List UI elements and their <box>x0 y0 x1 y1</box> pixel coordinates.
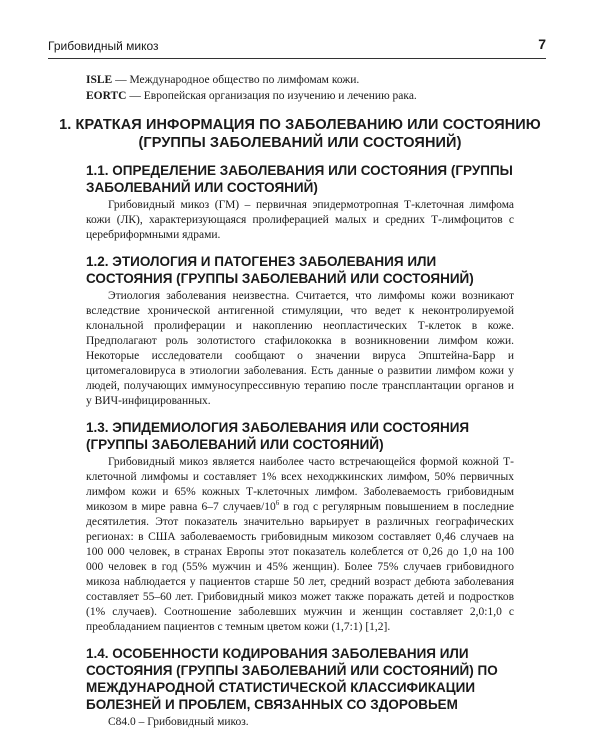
section-heading-1-1: 1.1. ОПРЕДЕЛЕНИЕ ЗАБОЛЕВАНИЯ ИЛИ СОСТОЯНИЯ (ГРУППЫ ЗАБОЛЕВАНИЙ ИЛИ СОСТОЯНИЙ) <box>86 163 513 195</box>
running-title: Грибовидный микоз <box>48 39 159 53</box>
section-heading-1-4: 1.4. ОСОБЕННОСТИ КОДИРОВАНИЯ ЗАБОЛЕВАНИЯ ИЛИ СОСТОЯНИЯ (ГРУППЫ ЗАБОЛЕВАНИЙ ИЛИ СОСТОЯНИЙ) ПО МЕЖДУНАРОДНОЙ СТАТИСТИЧЕСКОЙ КЛАССИФИКАЦИИ БОЛЕЗНЕЙ И ПРОБЛЕМ, СВЯЗАННЫХ СО ЗДОРОВЬЕМ <box>86 646 498 712</box>
abbreviation-definition: — Европейская организация по изучению и лечению рака. <box>126 90 417 102</box>
page-content <box>59 72 541 730</box>
abbreviation-entry <box>86 72 514 88</box>
abbreviation-definition: — Международное общество по лимфомам кожи. <box>112 74 360 86</box>
abbreviation-entry <box>86 88 514 104</box>
abbreviation-term: EORTC <box>86 90 127 102</box>
section-text-1-1: Грибовидный микоз (ГМ) – первичная эпидермотропная Т-клеточная лимфома кожи (ЛК), характеризующаяся пролиферацией малых и средних Т-лимфоцитов с церебриформными ядрами. <box>86 199 514 241</box>
page-number: 7 <box>538 36 546 52</box>
section-heading-1-3: 1.3. ЭПИДЕМИОЛОГИЯ ЗАБОЛЕВАНИЯ ИЛИ СОСТОЯНИЯ (ГРУППЫ ЗАБОЛЕВАНИЙ ИЛИ СОСТОЯНИЙ) <box>86 420 470 452</box>
section-text-1-3 <box>86 455 514 635</box>
section-text-1-2: Этиология заболевания неизвестна. Считается, что лимфомы кожи возникают вследствие хронической антигенной стимуляции, что ведет к неконтролируемой клональной пролиферации и накоплению неопластических Т-клеток в коже. Предполагают роль золотистого стафилококка в возникновении лимфом кожи. Некоторые исследователи сообщают о значении вируса Эпштейна-Барр и цитомегаловируса в этиологии заболевания. Есть данные о развитии лимфом кожи у людей, получающих иммуносупрессивную терапию после трансплантации органов и у ВИЧ-инфицированных. <box>86 290 514 407</box>
section-text-1-3-part-a: Грибовидный микоз является наиболее часто встречающейся формой кожной Т-клеточной лимфомы и составляет 1% всех неходжкинских лимфом, 50% первичных лимфом кожи и 65% кожных Т-клеточных лимфом. Заболеваемость грибовидным микозом в мире равна 6–7 случаев/10 <box>86 456 514 513</box>
abbreviation-term: ISLE <box>86 74 113 86</box>
exponent: 6 <box>275 499 280 508</box>
section-heading-1-2: 1.2. ЭТИОЛОГИЯ И ПАТОГЕНЕЗ ЗАБОЛЕВАНИЯ ИЛИ СОСТОЯНИЯ (ГРУППЫ ЗАБОЛЕВАНИЙ ИЛИ СОСТОЯНИЙ) <box>86 254 474 286</box>
section-text-1-3-part-b: в год с регулярным повышением в последние десятилетия. Этот показатель значительно варьирует в различных географических регионах: в США заболеваемость грибовидным микозом составляет 0,46 случаев на 100 000 человек, в странах Европы этот показатель колеблется от 0,26 до 1,0 на 100 000 человек в год (55% мужчин и 45% женщин). Более 75% случаев грибовидного микоза наблюдается у пациентов старше 50 лет, средний возраст дебюта заболевания составляет 55–60 лет. Грибовидный микоз может также поражать детей и подростков (1% случаев). Соотношение заболевших мужчин и женщин составляет 2,0:1,0 с преобладанием пациентов с темным цветом кожи (1,7:1) [1,2]. <box>86 501 514 633</box>
section-text-1-4: C84.0 – Грибовидный микоз. <box>108 716 249 728</box>
chapter-title: 1. КРАТКАЯ ИНФОРМАЦИЯ ПО ЗАБОЛЕВАНИЮ ИЛИ СОСТОЯНИЮ (ГРУППЫ ЗАБОЛЕВАНИЙ ИЛИ СОСТОЯНИЙ) <box>59 117 541 151</box>
running-header <box>48 36 546 59</box>
